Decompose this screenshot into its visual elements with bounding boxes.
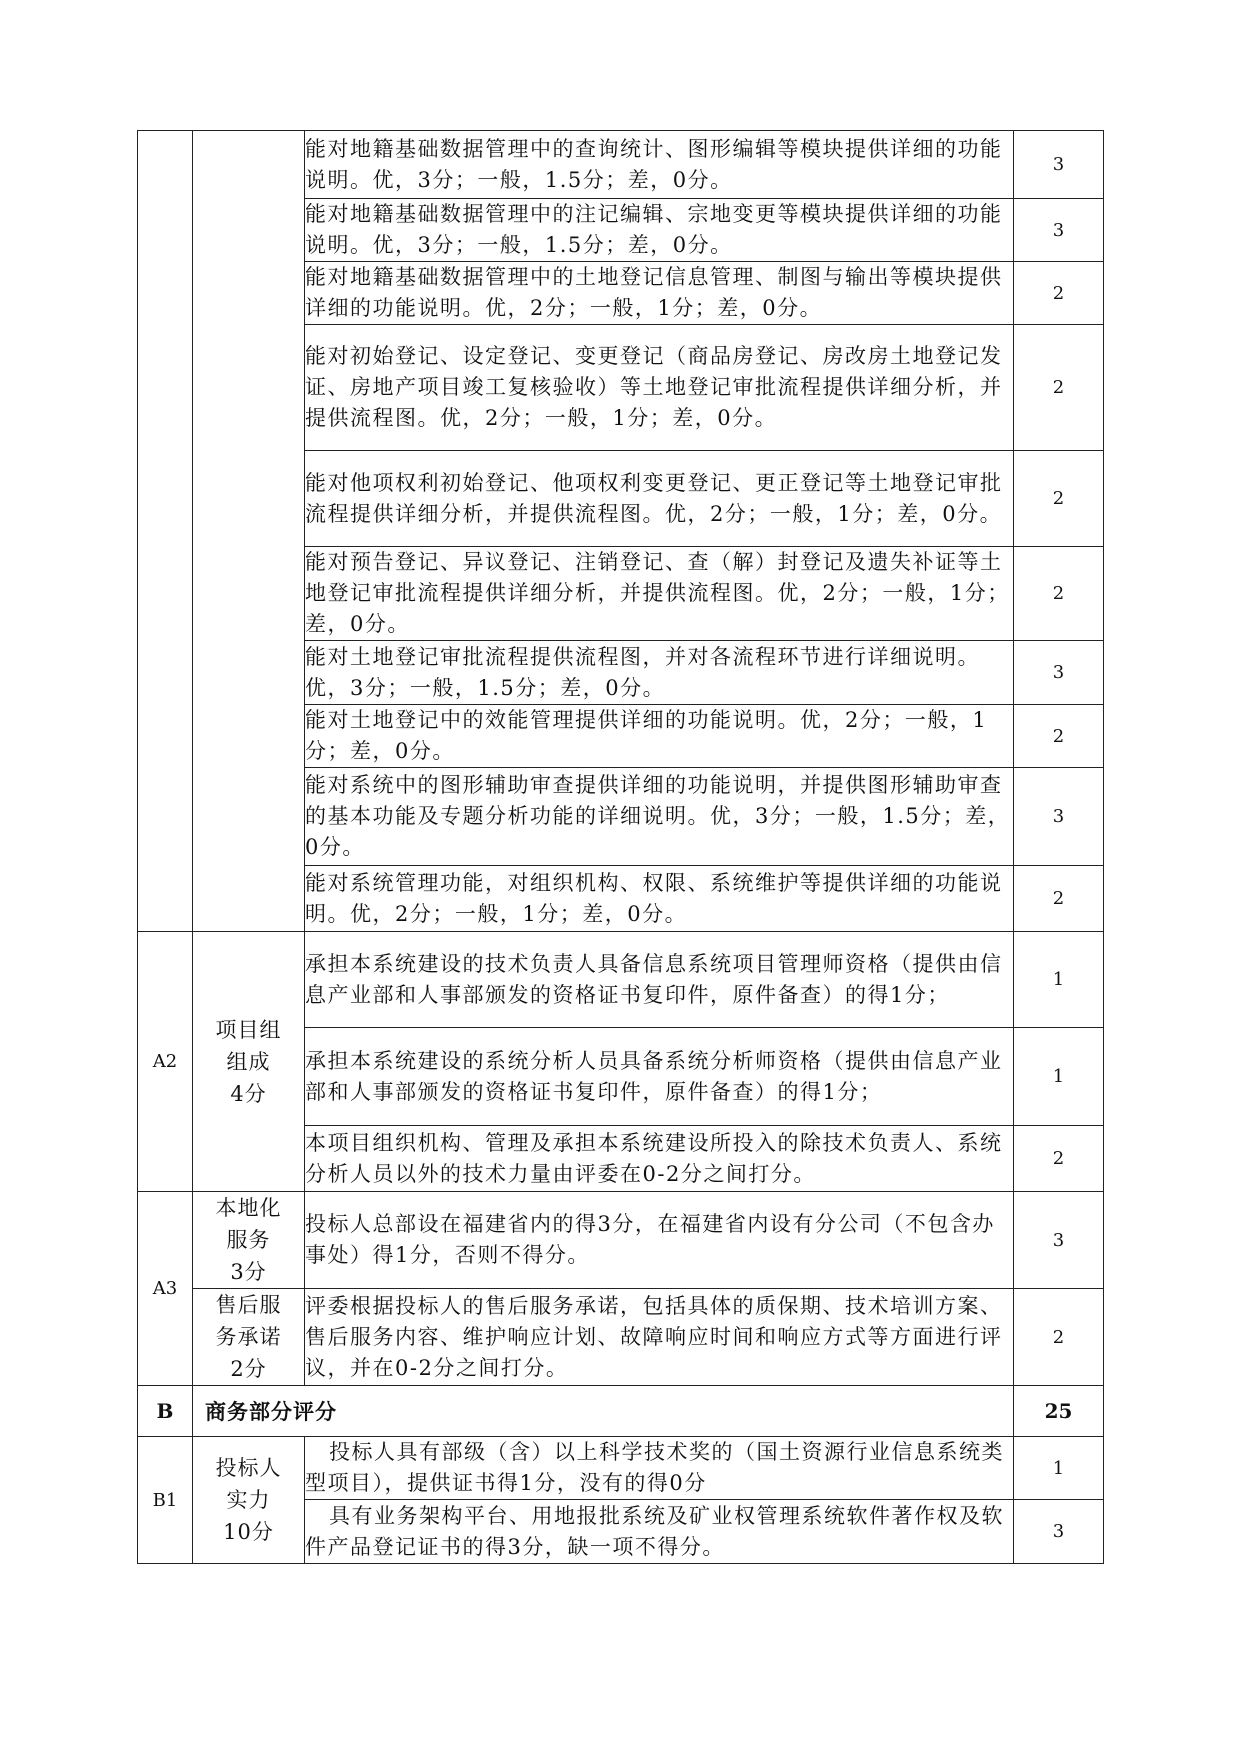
a3-code: A3	[138, 1192, 193, 1386]
a2-item-label	[193, 932, 305, 1192]
b1-item-line: 10分	[223, 1520, 274, 1544]
criteria-text: 能对初始登记、设定登记、变更登记（商品房登记、房改房土地登记发证、房地产项目竣工复核验收）等土地登记审批流程提供详细分析，并提供流程图。优，2分；一般，1分；差，0分。	[305, 325, 1014, 451]
criteria-text: 承担本系统建设的系统分析人员具备系统分析师资格（提供由信息产业部和人事部颁发的资格证书复印件，原件备查）的得1分；	[305, 1028, 1014, 1126]
a2-code: A2	[138, 932, 193, 1192]
criteria-text: 能对地籍基础数据管理中的查询统计、图形编辑等模块提供详细的功能说明。优，3分；一般，1.5分；差，0分。	[305, 131, 1014, 199]
a3-item-line: 售后服	[215, 1293, 282, 1317]
code-cell-empty	[138, 131, 193, 932]
criteria-text: 能对土地登记审批流程提供流程图，并对各流程环节进行详细说明。优，3分；一般，1.5分；差，0分。	[305, 641, 1014, 705]
a3-item-line: 2分	[230, 1357, 267, 1381]
score-value: 3	[1014, 199, 1104, 262]
criteria-text: 承担本系统建设的技术负责人具备信息系统项目管理师资格（提供由信息产业部和人事部颁发的资格证书复印件，原件备查）的得1分；	[305, 932, 1014, 1028]
criteria-text: 能对系统管理功能，对组织机构、权限、系统维护等提供详细的功能说明。优，2分；一般，1分；差，0分。	[305, 866, 1014, 932]
score-value: 1	[1014, 1437, 1104, 1500]
a2-item-line: 项目组	[215, 1017, 282, 1042]
criteria-text: 能对他项权利初始登记、他项权利变更登记、更正登记等土地登记审批流程提供详细分析，并提供流程图。优，2分；一般，1分；差，0分。	[305, 451, 1014, 547]
criteria-text: 能对预告登记、异议登记、注销登记、查（解）封登记及遗失补证等土地登记审批流程提供详细分析，并提供流程图。优，2分；一般，1分；差，0分。	[305, 547, 1014, 641]
scoring-table	[137, 130, 1104, 1564]
criteria-text: 能对系统中的图形辅助审查提供详细的功能说明，并提供图形辅助审查的基本功能及专题分析功能的详细说明。优，3分；一般，1.5分；差，0分。	[305, 768, 1014, 866]
criteria-text: 具有业务架构平台、用地报批系统及矿业权管理系统软件著作权及软件产品登记证书的得3分，缺一项不得分。	[305, 1500, 1014, 1564]
criteria-text: 能对土地登记中的效能管理提供详细的功能说明。优，2分；一般，1分；差，0分。	[305, 705, 1014, 768]
score-value: 2	[1014, 705, 1104, 768]
criteria-text: 本项目组织机构、管理及承担本系统建设所投入的除技术负责人、系统分析人员以外的技术力量由评委在0-2分之间打分。	[305, 1126, 1014, 1192]
score-value: 2	[1014, 1126, 1104, 1192]
criteria-text: 投标人总部设在福建省内的得3分，在福建省内设有分公司（不包含办事处）得1分，否则不得分。	[305, 1192, 1014, 1289]
score-value: 3	[1014, 1500, 1104, 1564]
a3-item-line: 务承诺	[215, 1325, 282, 1349]
item-cell-empty	[193, 131, 305, 932]
score-value: 2	[1014, 547, 1104, 641]
score-value: 2	[1014, 325, 1104, 451]
b1-item-line: 投标人	[215, 1456, 282, 1480]
score-value: 2	[1014, 1289, 1104, 1386]
a3-item-line: 3分	[230, 1260, 267, 1284]
a3-item-label-localization	[193, 1192, 305, 1289]
score-value: 2	[1014, 866, 1104, 932]
a2-item-line: 4分	[230, 1081, 267, 1106]
section-b-score: 25	[1014, 1386, 1104, 1437]
score-value: 3	[1014, 131, 1104, 199]
criteria-text: 能对地籍基础数据管理中的土地登记信息管理、制图与输出等模块提供详细的功能说明。优，2分；一般，1分；差，0分。	[305, 262, 1014, 325]
b1-item-label	[193, 1437, 305, 1564]
score-value: 3	[1014, 768, 1104, 866]
a2-item-line: 组成	[226, 1049, 271, 1074]
section-b-title: 商务部分评分	[193, 1386, 1014, 1437]
b1-item-line: 实力	[226, 1488, 271, 1512]
a3-item-line: 服务	[226, 1228, 271, 1252]
a3-item-label-aftersales	[193, 1289, 305, 1386]
score-value: 1	[1014, 932, 1104, 1028]
a3-item-line: 本地化	[215, 1196, 282, 1220]
b1-code: B1	[138, 1437, 193, 1564]
score-value: 1	[1014, 1028, 1104, 1126]
criteria-text: 评委根据投标人的售后服务承诺，包括具体的质保期、技术培训方案、售后服务内容、维护响应计划、故障响应时间和响应方式等方面进行评议，并在0-2分之间打分。	[305, 1289, 1014, 1386]
score-value: 2	[1014, 262, 1104, 325]
score-value: 3	[1014, 1192, 1104, 1289]
criteria-text: 能对地籍基础数据管理中的注记编辑、宗地变更等模块提供详细的功能说明。优，3分；一般，1.5分；差，0分。	[305, 199, 1014, 262]
section-b-code: B	[138, 1386, 193, 1437]
criteria-text: 投标人具有部级（含）以上科学技术奖的（国土资源行业信息系统类型项目），提供证书得1分，没有的得0分	[305, 1437, 1014, 1500]
score-value: 2	[1014, 451, 1104, 547]
score-value: 3	[1014, 641, 1104, 705]
